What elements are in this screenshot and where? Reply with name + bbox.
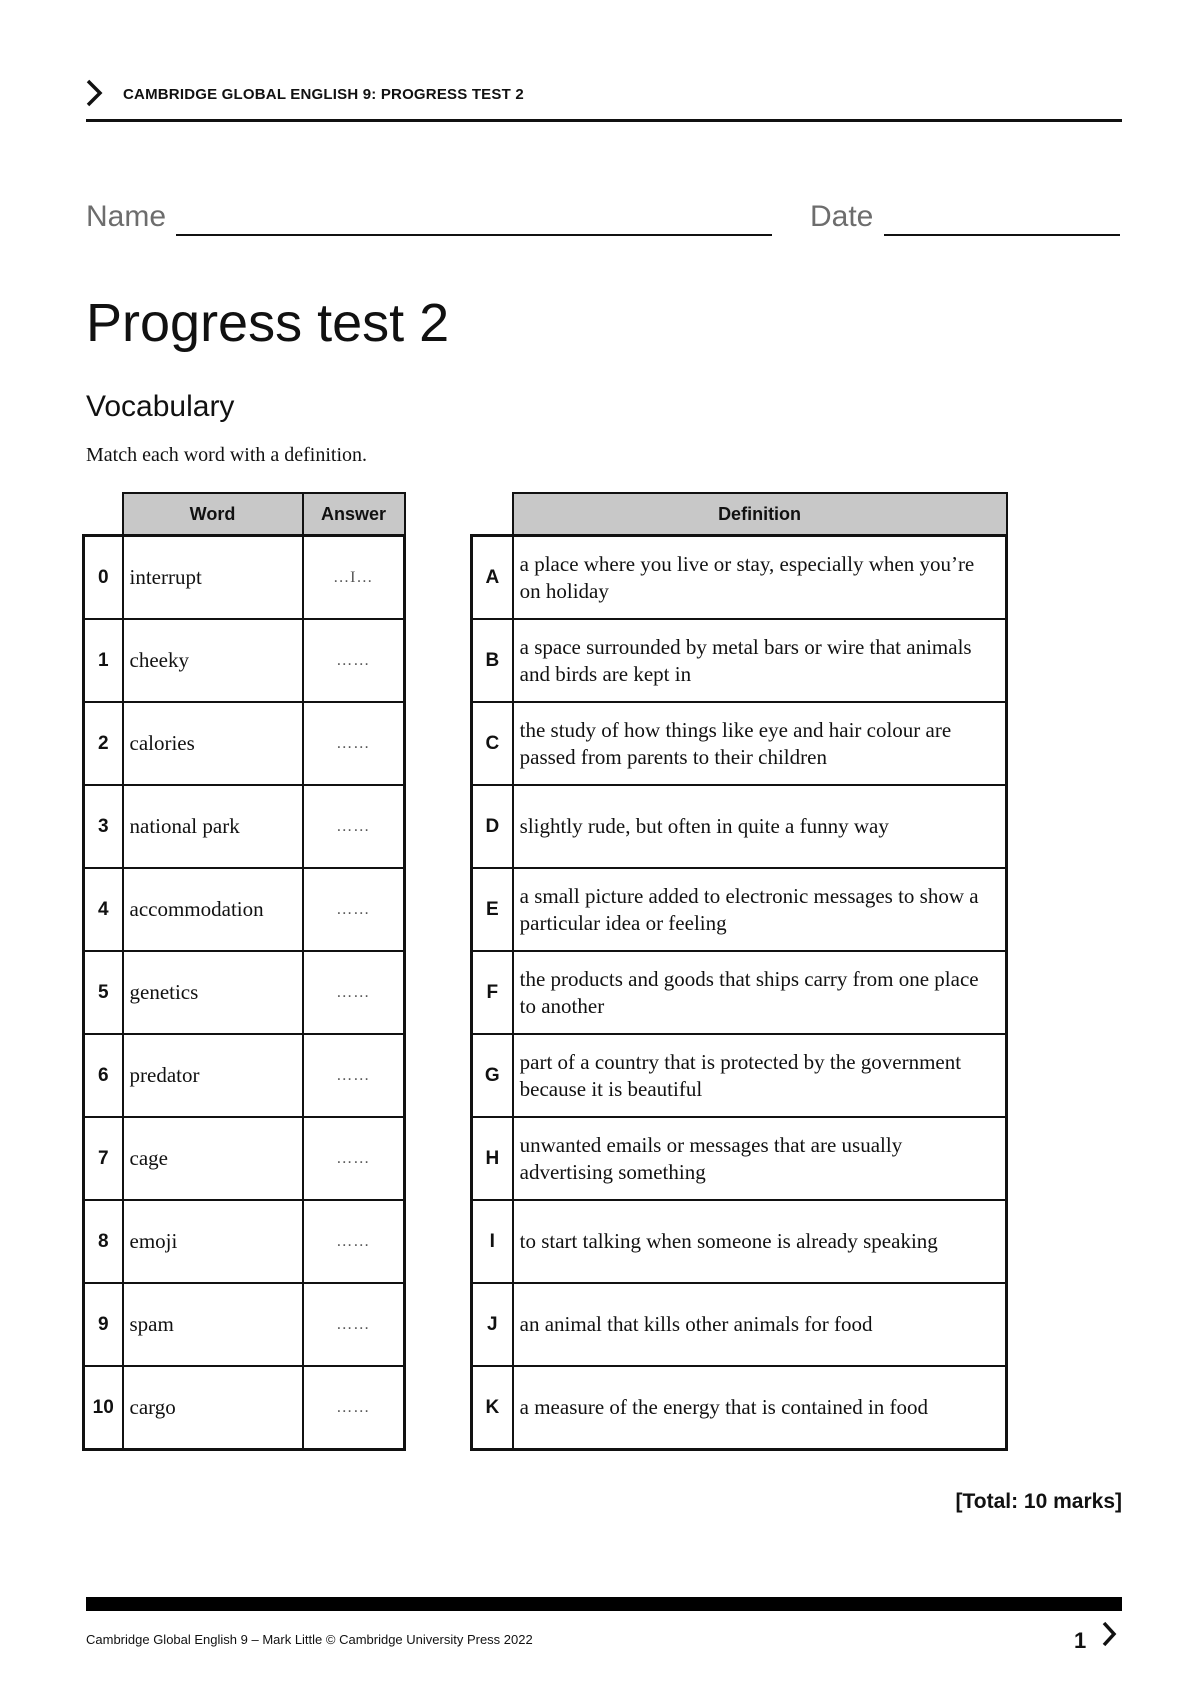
chevron-right-icon [84, 78, 104, 108]
answer-field[interactable]: …… [303, 619, 405, 702]
word-cell: cage [123, 1117, 303, 1200]
definition-letter: G [472, 1034, 513, 1117]
definition-row [472, 1200, 1007, 1283]
word-number: 1 [84, 619, 123, 702]
word-cell: genetics [123, 951, 303, 1034]
next-page-icon [1100, 1620, 1118, 1648]
definition-text: the study of how things like eye and hair colour are passed from parents to their children [513, 702, 1007, 785]
definition-row [472, 1117, 1007, 1200]
definition-row [472, 1034, 1007, 1117]
definition-letter: H [472, 1117, 513, 1200]
definition-row [472, 951, 1007, 1034]
definition-letter: D [472, 785, 513, 868]
word-number: 4 [84, 868, 123, 951]
word-number: 9 [84, 1283, 123, 1366]
word-number: 7 [84, 1117, 123, 1200]
word-row [84, 785, 405, 868]
definition-text: an animal that kills other animals for food [513, 1283, 1007, 1366]
blank-header [84, 493, 123, 536]
words-table [82, 492, 406, 1451]
word-number: 6 [84, 1034, 123, 1117]
page-title: Progress test 2 [86, 293, 450, 353]
name-label: Name [86, 200, 167, 233]
footer-bar [86, 1597, 1122, 1611]
answer-field[interactable]: …I… [303, 536, 405, 620]
word-number: 2 [84, 702, 123, 785]
answer-field[interactable]: …… [303, 1283, 405, 1366]
definition-letter: F [472, 951, 513, 1034]
word-row [84, 1034, 405, 1117]
definition-text: a space surrounded by metal bars or wire that animals and birds are kept in [513, 619, 1007, 702]
definition-letter: I [472, 1200, 513, 1283]
word-cell: predator [123, 1034, 303, 1117]
word-number: 8 [84, 1200, 123, 1283]
definition-letter: C [472, 702, 513, 785]
footer-text: Cambridge Global English 9 – Mark Little © Cambridge University Press 2022 [86, 1632, 533, 1647]
definition-text: to start talking when someone is already speaking [513, 1200, 1007, 1283]
date-field[interactable] [884, 234, 1120, 236]
word-row [84, 1366, 405, 1450]
definition-text: unwanted emails or messages that are usually advertising something [513, 1117, 1007, 1200]
word-row [84, 1283, 405, 1366]
word-number: 10 [84, 1366, 123, 1450]
definition-row [472, 536, 1007, 620]
answer-field[interactable]: …… [303, 1117, 405, 1200]
definition-letter: A [472, 536, 513, 620]
definition-letter: K [472, 1366, 513, 1450]
instruction-text: Match each word with a definition. [86, 444, 368, 466]
word-row [84, 536, 405, 620]
definition-text: the products and goods that ships carry from one place to another [513, 951, 1007, 1034]
blank-header [472, 493, 513, 536]
word-header: Word [123, 493, 303, 536]
definition-letter: B [472, 619, 513, 702]
header-title: CAMBRIDGE GLOBAL ENGLISH 9: PROGRESS TEST 2 [123, 86, 524, 103]
answer-header: Answer [303, 493, 405, 536]
answer-field[interactable]: …… [303, 1200, 405, 1283]
word-number: 5 [84, 951, 123, 1034]
name-field[interactable] [176, 234, 772, 236]
word-cell: interrupt [123, 536, 303, 620]
answer-field[interactable]: …… [303, 785, 405, 868]
definition-text: part of a country that is protected by the government because it is beautiful [513, 1034, 1007, 1117]
answer-field[interactable]: …… [303, 1366, 405, 1450]
answer-field[interactable]: …… [303, 868, 405, 951]
word-cell: cheeky [123, 619, 303, 702]
definition-row [472, 785, 1007, 868]
word-cell: national park [123, 785, 303, 868]
definition-letter: J [472, 1283, 513, 1366]
word-number: 3 [84, 785, 123, 868]
word-row [84, 868, 405, 951]
word-row [84, 951, 405, 1034]
word-cell: accommodation [123, 868, 303, 951]
word-number: 0 [84, 536, 123, 620]
word-cell: calories [123, 702, 303, 785]
definition-row [472, 619, 1007, 702]
answer-field[interactable]: …… [303, 1034, 405, 1117]
definition-letter: E [472, 868, 513, 951]
date-label: Date [810, 200, 874, 233]
definition-text: a small picture added to electronic messages to show a particular idea or feeling [513, 868, 1007, 951]
definition-text: a measure of the energy that is contained in food [513, 1366, 1007, 1450]
word-row [84, 702, 405, 785]
word-cell: emoji [123, 1200, 303, 1283]
definitions-table [470, 492, 1008, 1451]
answer-field[interactable]: …… [303, 702, 405, 785]
word-cell: cargo [123, 1366, 303, 1450]
header-divider [86, 119, 1122, 122]
answer-field[interactable]: …… [303, 951, 405, 1034]
definition-row [472, 702, 1007, 785]
word-row [84, 1200, 405, 1283]
definition-header: Definition [513, 493, 1007, 536]
definition-text: slightly rude, but often in quite a funny way [513, 785, 1007, 868]
total-marks: [Total: 10 marks] [955, 1490, 1122, 1513]
page-number: 1 [1074, 1628, 1087, 1653]
definition-row [472, 1283, 1007, 1366]
definition-row [472, 1366, 1007, 1450]
word-row [84, 1117, 405, 1200]
section-heading: Vocabulary [86, 390, 235, 423]
word-row [84, 619, 405, 702]
word-cell: spam [123, 1283, 303, 1366]
definition-row [472, 868, 1007, 951]
definition-text: a place where you live or stay, especially when you’re on holiday [513, 536, 1007, 620]
